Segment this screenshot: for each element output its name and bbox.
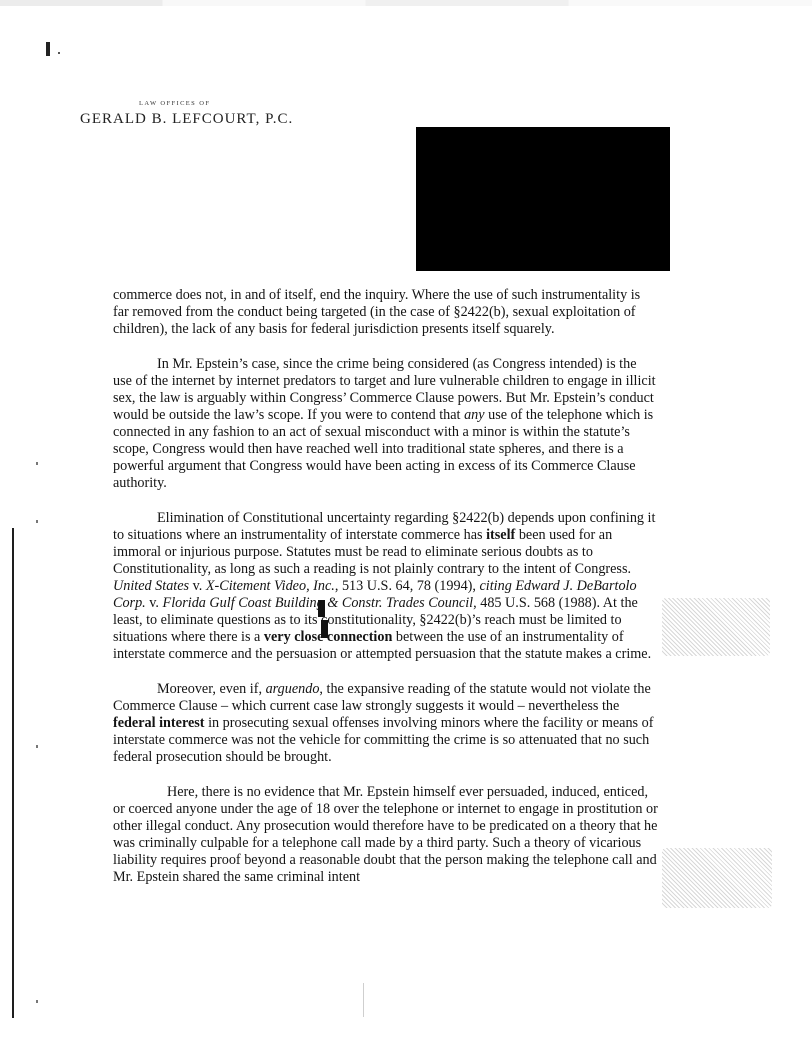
paragraph-text: been used for an immoral or injurious purpose. Statutes must be read to eliminate serious doubts as to Constitutionality, as long as such a reading is not plainly contrary to the intent of Congress. <box>113 527 632 577</box>
emphasis-itself: itself <box>486 527 516 543</box>
margin-dot <box>36 520 38 523</box>
paragraph-text: commerce does not, in and of itself, end the inquiry. Where the use of such instrumentality is far removed from the conduct being targeted (in the case of §2422(b), sexual exploitation of children), the lack of any basis for federal jurisdiction presents itself squarely. <box>113 287 641 337</box>
margin-line <box>12 528 14 1018</box>
paragraph-2 <box>113 356 658 492</box>
scan-noise-patch <box>662 598 770 656</box>
paragraph-1 <box>113 287 658 338</box>
letterhead-label: LAW OFFICES OF <box>139 100 211 107</box>
scan-fold-line <box>363 983 364 1017</box>
paragraph-text: Moreover, even if, <box>157 681 266 697</box>
emphasis-federal-interest: federal interest <box>113 715 205 731</box>
letterhead-firm-name: GERALD B. LEFCOURT, P.C. <box>80 111 294 127</box>
scan-corner-mark <box>46 42 50 56</box>
case-citation: X-Citement Video, Inc. <box>205 578 335 594</box>
paragraph-text: between the use of an instrumentality of interstate commerce and the persuasion or attempted persuasion that the statute makes a crime. <box>113 629 652 662</box>
paragraph-text: use of the telephone which is connected in any fashion to an act of sexual misconduct with a minor is within the statute’s scope, Congress would then have reached well into traditional state spheres, and there is a powerful argument that Congress would have been acting in excess of its Commerce Clause authority. <box>113 407 654 491</box>
paragraph-5 <box>113 784 658 886</box>
scan-noise-patch <box>662 848 772 908</box>
margin-dot <box>36 1000 38 1003</box>
scan-edge-artifact <box>0 0 812 6</box>
paragraph-text: v. <box>145 595 163 611</box>
redaction-block <box>416 127 670 271</box>
paragraph-text: In Mr. Epstein’s case, since the crime being considered (as Congress intended) is the use of the internet by internet predators to target and lure vulnerable children to engage in illicit sex, the law is arguably within Congress’ Commerce Clause powers. But Mr. Epstein’s conduct would be outside the law’s scope. If you were to contend that <box>113 356 656 423</box>
emphasis-any: any <box>464 407 485 423</box>
case-citation: United States <box>113 578 190 594</box>
case-citation: Florida Gulf Coast Building & Constr. Trades Council <box>162 595 474 611</box>
margin-dot <box>36 745 38 748</box>
margin-dot <box>36 462 38 465</box>
emphasis-arguendo: arguendo <box>265 681 320 697</box>
scan-dot <box>58 52 60 54</box>
paragraph-text: , the expansive reading of the statute would not violate the Commerce Clause – which current case law strongly suggests it would – nevertheless the <box>113 681 651 714</box>
paragraph-text: , 485 U.S. 568 (1988). At the least, to eliminate questions as to its constitutionality, §2422(b)’s reach must be limited to situations where there is a <box>113 595 638 645</box>
paragraph-text: Elimination of Constitutional uncertainty regarding §2422(b) depends upon confining it to situations where an instrumentality of interstate commerce has <box>113 510 656 543</box>
paragraph-text: , 513 U.S. 64, 78 (1994), <box>334 578 480 594</box>
case-citation: citing Edward J. DeBartolo Corp. <box>113 578 637 611</box>
paragraph-text: Here, there is no evidence that Mr. Epstein himself ever persuaded, induced, enticed, or coerced anyone under the age of 18 over the telephone or internet to engage in prostitution or other illegal conduct. Any prosecution would therefore have to be predicated on a theory that he was criminally culpable for a telephone call made by a third party. Such a theory of vicarious liability requires proof beyond a reasonable doubt that the person making the telephone call and Mr. Epstein shared the same criminal intent <box>113 784 658 885</box>
paragraph-4 <box>113 681 658 766</box>
paragraph-text: in prosecuting sexual offenses involving minors where the facility or means of interstate commerce was not the vehicle for committing the crime is so attenuated that no such federal prosecution should be brought. <box>113 715 654 765</box>
paragraph-3 <box>113 510 658 663</box>
emphasis-close-connection: very close connection <box>263 629 393 645</box>
paragraph-text: v. <box>189 578 206 594</box>
letter-body <box>113 287 658 904</box>
